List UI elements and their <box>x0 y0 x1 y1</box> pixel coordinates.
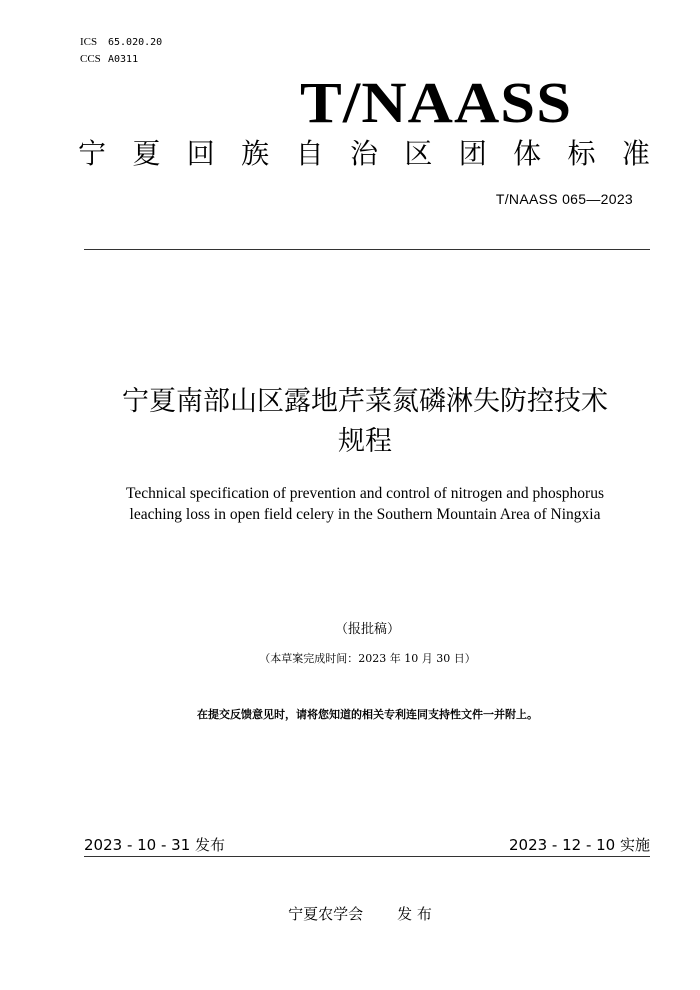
standard-type-char: 宁 <box>78 137 107 170</box>
publisher-name: 宁夏农学会 <box>288 905 364 923</box>
ics-row <box>80 34 162 51</box>
document-title-en <box>60 483 670 525</box>
title-cn-line-1: 宁夏南部山区露地芹菜氮磷淋失防控技术 <box>122 386 608 417</box>
draft-status: （报批稿） <box>334 622 400 637</box>
title-cn-line-2: 规程 <box>338 426 392 457</box>
title-en-line-1: Technical specification of prevention and control of nitrogen and phosphorus <box>126 485 604 502</box>
draft-completion-date: （本草案完成时间：2023 年 10 月 30 日） <box>259 652 476 665</box>
standard-number: T/NAASS 065—2023 <box>495 191 633 207</box>
standard-type <box>78 134 650 174</box>
ccs-label: CCS <box>80 53 101 65</box>
standard-type-char: 团 <box>458 137 487 170</box>
standard-type-char: 治 <box>349 137 378 170</box>
standard-type-char: 准 <box>621 137 650 170</box>
implementation-date: 2023 - 12 - 10 实施 <box>508 836 650 854</box>
ccs-value: A0311 <box>108 54 139 65</box>
ccs-row <box>80 51 162 68</box>
ics-label: ICS <box>80 36 98 48</box>
standard-type-char: 回 <box>186 137 215 170</box>
standard-type-char: 族 <box>241 137 270 170</box>
publisher-action: 发 布 <box>397 905 432 923</box>
standard-type-char: 区 <box>404 137 433 170</box>
standard-type-char: 标 <box>567 137 596 170</box>
bottom-divider <box>84 856 650 857</box>
classification-codes <box>80 34 162 68</box>
document-title-cn <box>60 382 670 462</box>
standard-type-char: 夏 <box>132 137 161 170</box>
publisher <box>0 903 700 924</box>
organization-logo: T/NAASS <box>300 70 573 135</box>
standard-type-char: 自 <box>295 137 324 170</box>
title-en-line-2: leaching loss in open field celery in the Southern Mountain Area of Ningxia <box>129 506 601 523</box>
patent-notice: 在提交反馈意见时，请将您知道的相关专利连同支持性文件一并附上。 <box>197 708 538 721</box>
standard-type-char: 体 <box>513 137 542 170</box>
issue-date: 2023 - 10 - 31 发布 <box>84 836 226 854</box>
ics-value: 65.020.20 <box>108 37 163 48</box>
top-divider <box>84 249 650 250</box>
